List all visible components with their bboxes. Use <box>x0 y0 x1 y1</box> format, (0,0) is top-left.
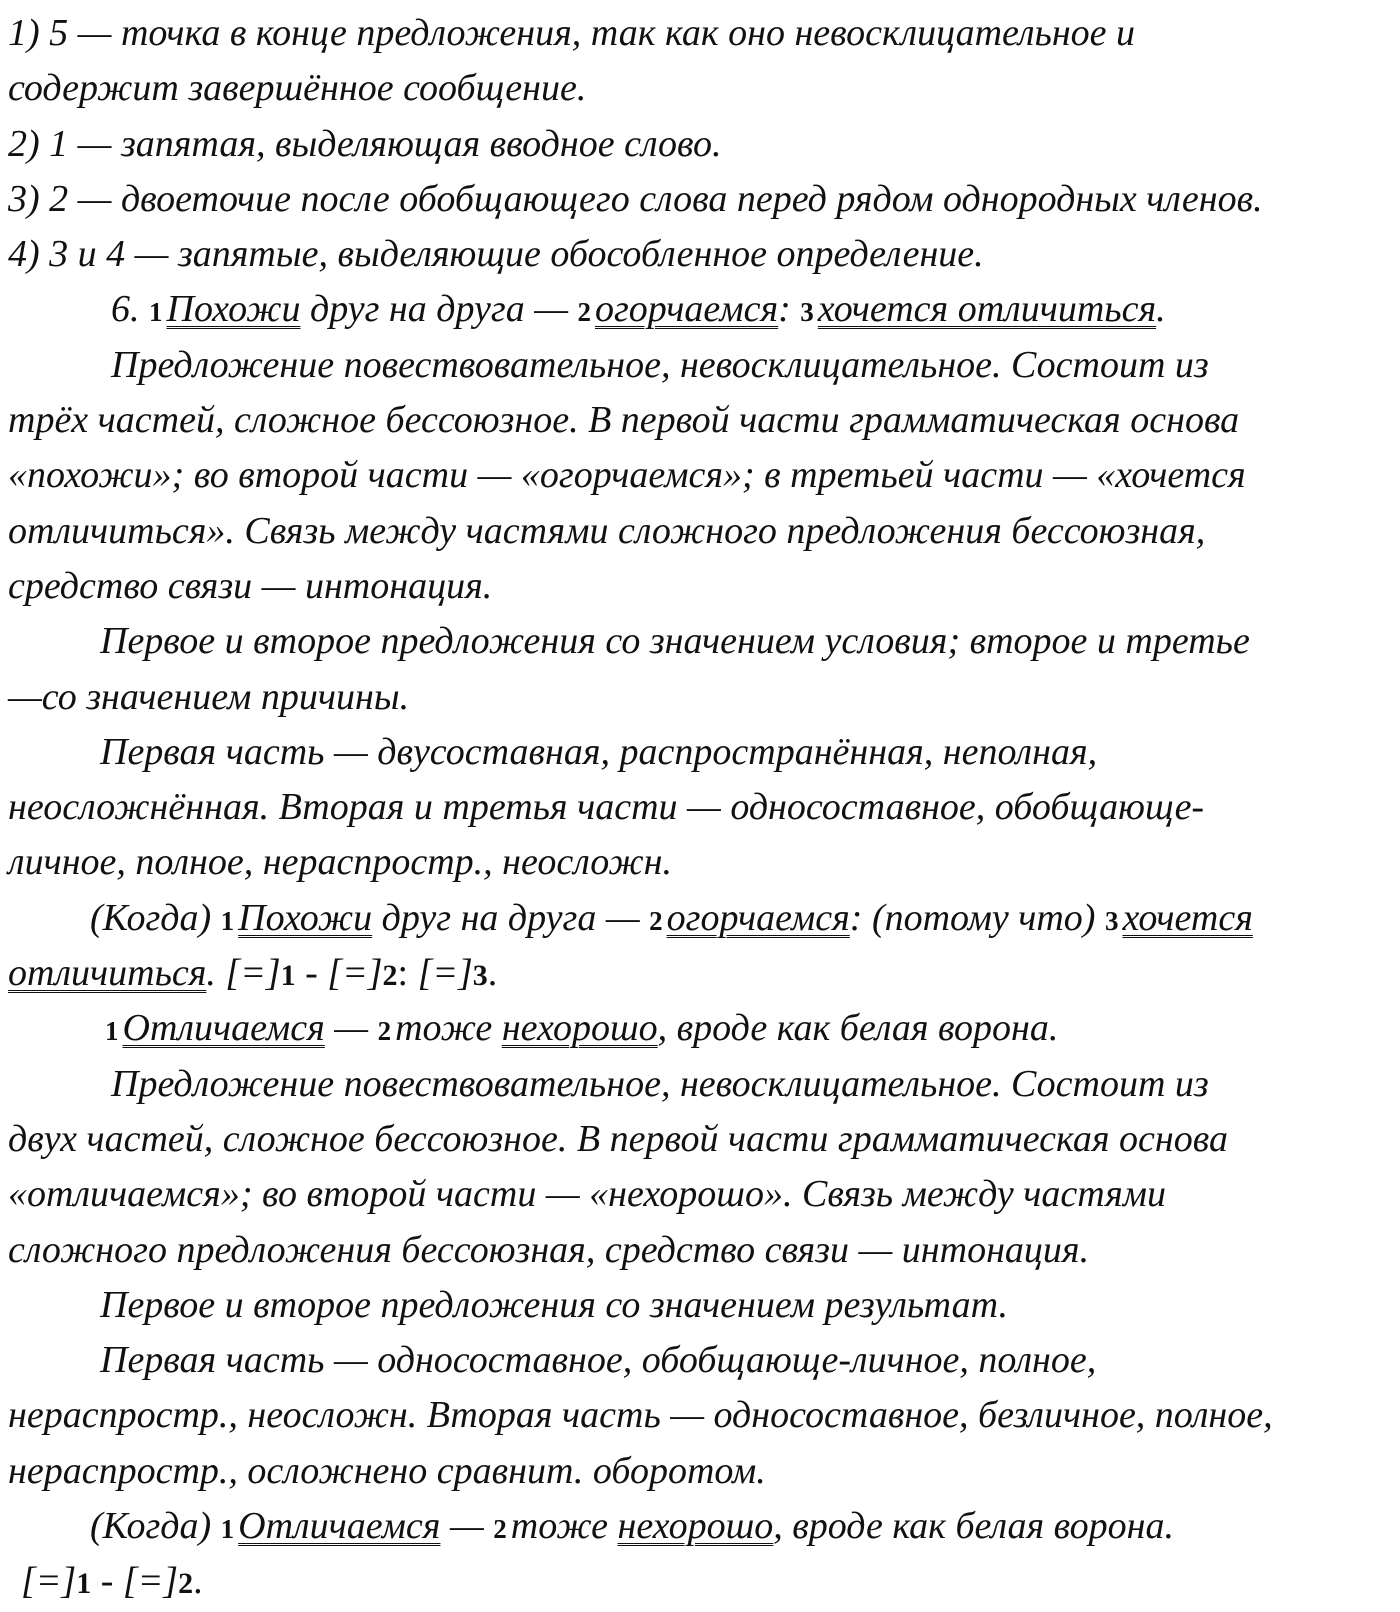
scheme-number: 1 <box>280 959 296 993</box>
predicate: Похожи <box>166 288 301 331</box>
analysis-line: «отличаемся»; во второй части — «нехорошо». Связь между частями <box>8 1173 1167 1216</box>
scheme-2-formula <box>8 1554 1392 1609</box>
meaning-line: Первое и второе предложения со значением результат. <box>100 1283 1008 1326</box>
list-item: 2) 1 — запятая, выделяющая вводное слово. <box>8 122 722 165</box>
part-number: 2 <box>493 1514 507 1545</box>
parts-line: Первая часть — двусоставная, распространённая, неполная, <box>100 730 1098 773</box>
parts-line: нераспростр., неосложн. Вторая часть — односоставное, безличное, полное, <box>8 1394 1273 1437</box>
analysis-line: сложного предложения бессоюзная, средство связи — интонация. <box>8 1228 1090 1271</box>
predicate: нехорошо <box>617 1505 774 1548</box>
scheme-number: 1 <box>76 1567 92 1601</box>
part-number: 2 <box>577 297 591 328</box>
predicate: хочется отличиться <box>817 288 1157 331</box>
scheme-text: : (потому что) <box>849 896 1105 939</box>
part-number: 1 <box>149 297 163 328</box>
sentence-text: : <box>778 288 801 331</box>
analysis-line: Предложение повествовательное, невосклицательное. Состоит из <box>111 1062 1209 1105</box>
sentence-2 <box>8 1001 1392 1056</box>
list-item-continuation: содержит завершённое сообщение. <box>8 67 587 110</box>
part-number: 2 <box>649 905 663 936</box>
predicate: Похожи <box>238 896 373 939</box>
sentence-text: — <box>324 1007 378 1050</box>
list-item: 3) 2 — двоеточие после обобщающего слова перед рядом однородных членов. <box>8 177 1263 220</box>
scheme-2 <box>8 1499 1392 1554</box>
analysis-line: Предложение повествовательное, невосклицательное. Состоит из <box>111 343 1209 386</box>
scheme-bracket: [=] <box>225 952 281 995</box>
scheme-text: , вроде как белая ворона. <box>773 1505 1175 1548</box>
scheme-dash: - <box>91 1560 123 1603</box>
predicate: нехорошо <box>501 1007 658 1050</box>
scheme-bracket: [=] <box>327 952 383 995</box>
scheme-formula <box>225 952 497 994</box>
list-item: 4) 3 и 4 — запятые, выделяющие обособленное определение. <box>8 233 984 276</box>
scheme-number: 2 <box>178 1567 194 1601</box>
scheme-number: 3 <box>472 959 488 993</box>
task-number: 6. <box>111 288 140 331</box>
predicate: огорчаемся <box>594 288 779 331</box>
scheme-text: — <box>440 1505 494 1548</box>
scheme-1-continuation <box>8 946 1392 1001</box>
parts-line: неосложнённая. Вторая и третья части — односоставное, обобщающе- <box>8 786 1205 829</box>
part-number: 1 <box>220 905 235 936</box>
scheme-text: (Когда) <box>90 1505 221 1548</box>
scheme-bracket: [=] <box>417 952 473 995</box>
meaning-line: Первое и второе предложения со значением условия; второе и третье <box>100 620 1250 663</box>
scheme-colon: : <box>397 952 418 995</box>
scheme-bracket: [=] <box>21 1560 77 1603</box>
part-number: 2 <box>377 1016 392 1047</box>
scheme-end: . <box>193 1560 203 1603</box>
analysis-line: средство связи — интонация. <box>8 564 493 607</box>
sentence-text: тоже <box>395 1007 502 1050</box>
scheme-number: 2 <box>382 959 398 993</box>
scheme-dash: - <box>295 952 328 995</box>
sentence-text: , вроде как белая ворона. <box>657 1007 1059 1050</box>
scheme-end: . <box>487 952 498 995</box>
list-item: 1) 5 — точка в конце предложения, так как оно невосклицательное и <box>8 12 1136 54</box>
predicate: отличиться <box>8 952 207 995</box>
part-number: 1 <box>220 1514 235 1545</box>
part-number: 3 <box>800 297 814 328</box>
analysis-line: двух частей, сложное бессоюзное. В первой части грамматическая основа <box>8 1117 1228 1160</box>
predicate: Отличаемся <box>238 1505 441 1548</box>
meaning-line: —со значением причины. <box>8 675 410 718</box>
parts-line: нераспростр., осложнено сравнит. оборотом. <box>8 1449 766 1492</box>
scheme-text: (Когда) <box>90 896 221 939</box>
scheme-1 <box>8 891 1392 946</box>
parts-line: Первая часть — односоставное, обобщающе-личное, полное, <box>100 1339 1097 1382</box>
analysis-line: отличиться». Связь между частями сложного предложения бессоюзная, <box>8 509 1206 552</box>
part-number: 3 <box>1104 905 1119 936</box>
analysis-line: трёх частей, сложное бессоюзное. В первой части грамматическая основа <box>8 399 1240 442</box>
part-number: 1 <box>105 1016 119 1047</box>
sentence-text: . <box>1156 288 1166 331</box>
scheme-text: . <box>206 952 226 995</box>
predicate: хочется <box>1122 896 1253 939</box>
predicate: огорчаемся <box>666 896 850 939</box>
sentence-text: друг на друга — <box>300 288 578 331</box>
scheme-text: друг на друга — <box>372 896 650 939</box>
scheme-bracket: [=] <box>122 1560 179 1603</box>
document-page <box>8 6 1392 1610</box>
scheme-text: тоже <box>510 1505 618 1548</box>
sentence-1 <box>8 282 1392 337</box>
scheme-formula <box>21 1560 203 1602</box>
parts-line: личное, полное, нераспростр., неосложн. <box>8 841 673 884</box>
predicate: Отличаемся <box>122 1007 325 1050</box>
analysis-line: «похожи»; во второй части — «огорчаемся»; в третьей части — «хочется <box>8 454 1246 497</box>
